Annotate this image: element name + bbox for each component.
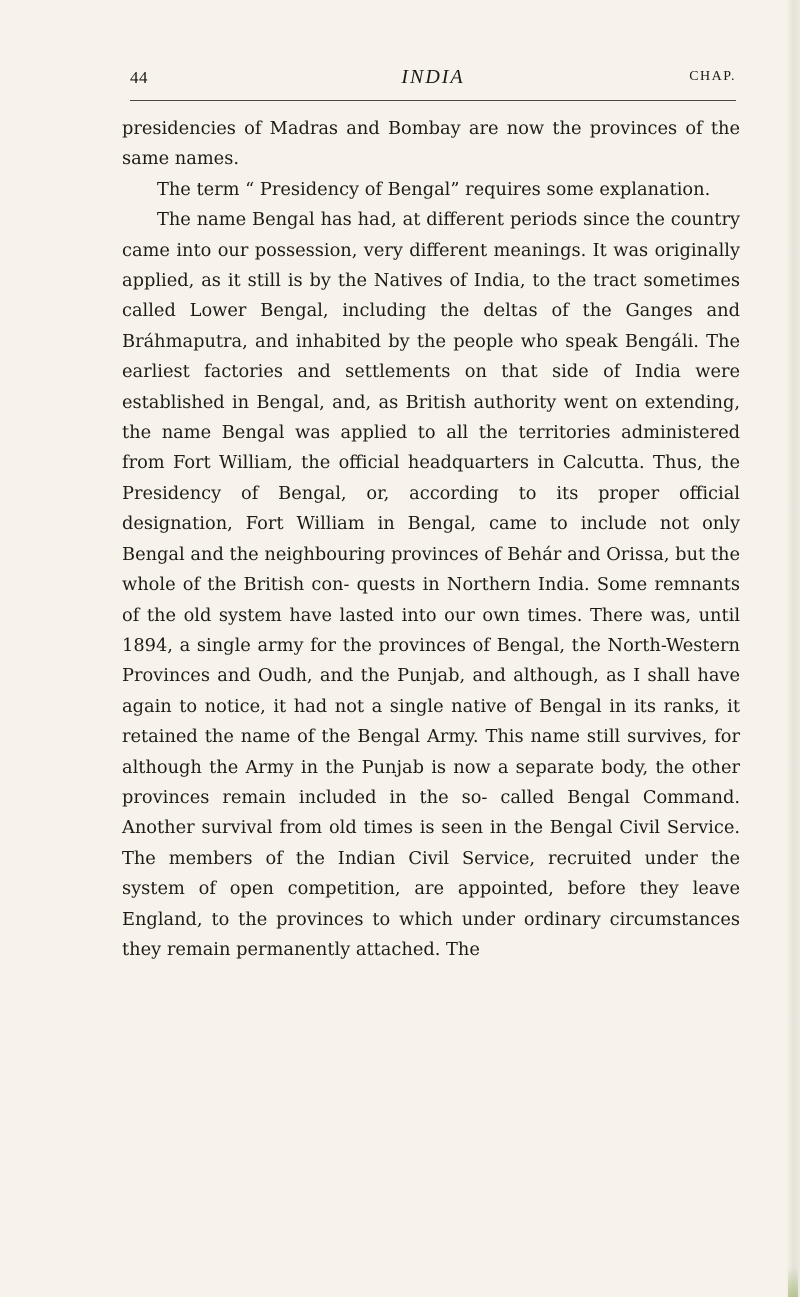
page-header: [130, 68, 736, 100]
running-title: INDIA: [401, 66, 465, 88]
paragraph-continued: presidencies of Madras and Bombay are now the provinces of the same names.: [122, 118, 740, 170]
chapter-label: CHAP.: [689, 69, 736, 84]
body-text: [122, 114, 740, 965]
paragraph-bengal-name: The name Bengal has had, at different periods since the country came into our possession, very different meanings. It was originally applied, as it still is by the Natives of India, to the tract sometimes called Lower Bengal, including the deltas of the Ganges and Bráhmaputra, and inhabited by the people who speak Bengáli. The earliest factories and settlements on that side of India were established in Bengal, and, as British authority went on extending, the name Bengal was applied to all the territories administered from Fort William, the official headquarters in Calcutta. Thus, the Presidency of Bengal, or, according to its proper official designation, Fort William in Bengal, came to include not only Bengal and the neighbouring provinces of Behár and Orissa, but the whole of the British con- quests in Northern India. Some remnants of the old system have lasted into our own times. There was, until 1894, a single army for the provinces of Bengal, the North-Western Provinces and Oudh, and the Punjab, and although, as I shall have again to notice, it had not a single native of Bengal in its ranks, it retained the name of the Bengal Army. This name still survives, for although the Army in the Punjab is now a separate body, the other provinces remain included in the so- called Bengal Command. Another survival from old times is seen in the Bengal Civil Service. The members of the Indian Civil Service, recruited under the system of open competition, are appointed, before they leave England, to the provinces to which under ordinary circumstances they remain permanently attached. The: [122, 209, 740, 960]
paragraph-presidency-term: The term “ Presidency of Bengal” requires some explanation.: [157, 178, 711, 200]
header-rule: [130, 100, 736, 101]
page-edge-mark: [788, 1267, 798, 1297]
page-number: 44: [130, 68, 148, 87]
page-edge-shadow: [786, 0, 800, 1297]
